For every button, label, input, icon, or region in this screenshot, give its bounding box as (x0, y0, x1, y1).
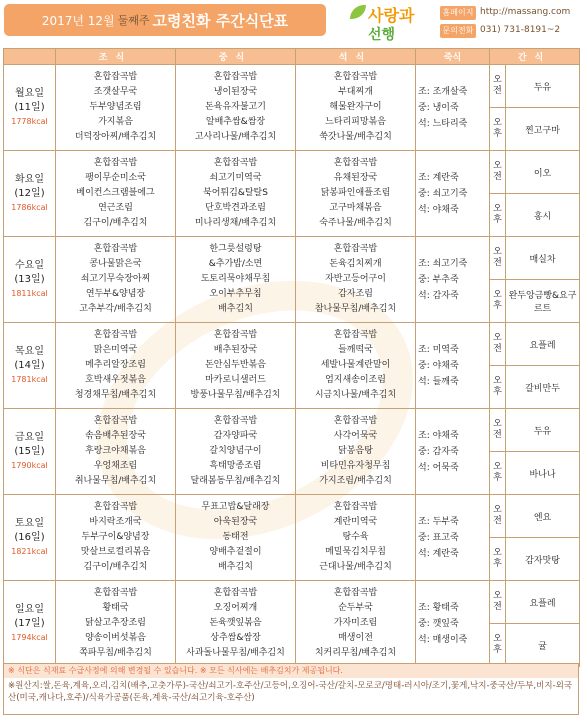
menu-item: 감자양파국 (213, 431, 258, 441)
pm-cell (490, 624, 506, 667)
day-name: 수요일 (15, 259, 44, 271)
menu-item: 닭살고추장조림 (85, 618, 146, 628)
menu-item: 혼합잡곡밥 (333, 330, 378, 340)
porridge-item: 조: 조개살죽 (418, 86, 468, 97)
menu-item: 갈치양념구이 (209, 446, 262, 456)
day-name: 금요일 (15, 431, 44, 443)
porridge-item: 조: 미역죽 (418, 344, 459, 355)
menu-item: 메추리알장조림 (85, 360, 146, 370)
menu-item: 한그릇설렁탕 (209, 244, 262, 254)
am-cell (490, 409, 506, 452)
menu-item: 도토리묵야채무침 (200, 274, 271, 284)
menu-item: 호박새우젓볶음 (85, 375, 146, 385)
lunch-cell (176, 237, 296, 323)
menu-item: 맛살브로컬리볶음 (80, 547, 151, 557)
menu-item: 엄지새송이조림 (325, 375, 386, 385)
menu-item: 계란미역국 (333, 517, 378, 527)
day-row (4, 151, 580, 194)
menu-item: 흑태망종조림 (209, 461, 262, 471)
menu-item: 들깨떡국 (338, 345, 373, 355)
am-label: 오전 (493, 75, 502, 96)
day-date: (14일) (14, 359, 45, 371)
porridge-item: 중: 냉이죽 (418, 102, 459, 113)
pm-label: 오후 (493, 462, 502, 483)
menu-item: 혼합잡곡밥 (93, 588, 138, 598)
porridge-item: 조: 쇠고기죽 (418, 258, 468, 269)
porridge-item: 중: 부추죽 (418, 274, 459, 285)
logo (350, 3, 418, 43)
am-label: 오전 (493, 247, 502, 268)
menu-item: 쑥갓나물/배추김치 (319, 132, 392, 142)
day-name: 목요일 (15, 345, 44, 357)
porridge-item: 조: 계란죽 (418, 172, 459, 183)
pm-label: 오후 (493, 634, 502, 655)
menu-item: 양송이버섯볶음 (85, 633, 146, 643)
porridge-item: 석: 들깨죽 (418, 376, 459, 387)
snack-pm: 홍시 (506, 194, 580, 237)
breakfast-cell (56, 65, 176, 151)
dinner-cell (296, 581, 416, 667)
dinner-cell (296, 237, 416, 323)
menu-item: 세발나물계란말이 (320, 360, 391, 370)
menu-item: 쪽파무침/배추김치 (79, 648, 152, 658)
leaf-icon (350, 5, 366, 19)
menu-item: 냉이된장국 (213, 87, 258, 97)
porridge-item: 석: 어묵죽 (418, 462, 459, 473)
pm-cell (490, 366, 506, 409)
menu-item: 가자미조림 (333, 618, 378, 628)
am-label: 오전 (493, 161, 502, 182)
homepage-label: 홈페이지 (440, 6, 476, 20)
menu-item: 조갯살무국 (93, 87, 138, 97)
snack-pm: 감자맛탕 (506, 538, 580, 581)
menu-item: 가지볶음 (98, 117, 133, 127)
porridge-cell (416, 323, 490, 409)
menu-item: 메밀묵김치무침 (325, 547, 386, 557)
menu-item: 북어튀김&탈탈S (203, 188, 268, 198)
title-main: 고령친화 주간식단표 (152, 11, 289, 30)
day-row (4, 323, 580, 366)
lunch-cell (176, 581, 296, 667)
menu-item: 단호박견과조림 (205, 203, 266, 213)
menu-item: 달래봄동무침/배추김치 (190, 476, 281, 486)
day-row (4, 65, 580, 108)
footer (3, 663, 579, 715)
menu-item: 혼합잡곡밥 (333, 502, 378, 512)
day-name: 월요일 (15, 87, 44, 99)
menu-item: 상추쌈&쌈장 (210, 633, 261, 643)
menu-item: 혼합잡곡밥 (213, 588, 258, 598)
day-cell (4, 581, 56, 667)
col-breakfast: 조식 (56, 49, 176, 65)
day-row (4, 495, 580, 538)
snack-am: 이오 (506, 151, 580, 194)
menu-item: 치커리무침/배추김치 (314, 648, 397, 658)
menu-item: 혼합잡곡밥 (213, 330, 258, 340)
day-cell (4, 65, 56, 151)
porridge-item: 조: 야채죽 (418, 430, 459, 441)
menu-item: 쇠고기무숙장아찌 (80, 274, 151, 284)
menu-item: 콩나물맑은국 (89, 259, 142, 269)
pm-cell (490, 538, 506, 581)
menu-item: 혼합잡곡밥 (213, 72, 258, 82)
am-label: 오전 (493, 419, 502, 440)
menu-item: 사과돌나물무침/배추김치 (186, 648, 285, 658)
menu-item: 맑은미역국 (93, 345, 138, 355)
porridge-item: 중: 야채죽 (418, 360, 459, 371)
am-label: 오전 (493, 505, 502, 526)
menu-item: 참나물무침/배추김치 (314, 304, 397, 314)
day-cell (4, 409, 56, 495)
breakfast-cell (56, 409, 176, 495)
menu-item: 알배추쌈&쌈장 (205, 117, 266, 127)
porridge-item: 석: 감자죽 (418, 290, 459, 301)
day-row (4, 237, 580, 280)
breakfast-cell (56, 323, 176, 409)
menu-item: 방풍나물무침/배추김치 (190, 390, 281, 400)
breakfast-cell (56, 151, 176, 237)
day-kcal: 1790kcal (11, 460, 48, 470)
snack-am: 요플레 (506, 323, 580, 366)
day-name: 일요일 (15, 603, 44, 615)
pm-label: 오후 (493, 290, 502, 311)
menu-item: 혼합잡곡밥 (93, 502, 138, 512)
menu-item: 솎음배추된장국 (85, 431, 146, 441)
menu-item: 김구이/배추김치 (83, 218, 148, 228)
day-name: 토요일 (15, 517, 44, 529)
menu-item: 시금치나물/배추김치 (314, 390, 397, 400)
snack-am: 엔요 (506, 495, 580, 538)
snack-pm: 완두앙금빵&요구르트 (506, 280, 580, 323)
menu-item: 혼합잡곡밥 (93, 244, 138, 254)
menu-item: 가지조림/배추김치 (319, 476, 392, 486)
logo-line2: 선행 (368, 27, 396, 43)
day-name: 화요일 (15, 173, 44, 185)
lunch-cell (176, 409, 296, 495)
day-cell (4, 237, 56, 323)
day-kcal: 1811kcal (11, 288, 48, 298)
col-porridge: 죽식 (416, 49, 490, 65)
menu-item: 감자조림 (338, 289, 373, 299)
snack-am: 두유 (506, 409, 580, 452)
pm-label: 오후 (493, 204, 502, 225)
menu-item: 유채된장국 (333, 173, 378, 183)
dinner-cell (296, 151, 416, 237)
breakfast-cell (56, 237, 176, 323)
menu-item: 혼합잡곡밥 (213, 158, 258, 168)
porridge-item: 중: 감자죽 (418, 446, 459, 457)
menu-item: 고구마채볶음 (329, 203, 382, 213)
title-week: 둘째주 (117, 14, 150, 27)
pm-cell (490, 108, 506, 151)
dinner-cell (296, 65, 416, 151)
menu-item: 돈육유자불고기 (205, 102, 266, 112)
menu-item: 쇠고기미역국 (209, 173, 262, 183)
snack-pm: 귤 (506, 624, 580, 667)
menu-item: 혼합잡곡밥 (333, 588, 378, 598)
dinner-cell (296, 495, 416, 581)
menu-item: 혼합잡곡밥 (333, 244, 378, 254)
am-label: 오전 (493, 333, 502, 354)
menu-item: 돈육김치찌개 (329, 259, 382, 269)
day-kcal: 1786kcal (11, 202, 48, 212)
menu-item: 더덕장아찌/배추김치 (74, 132, 157, 142)
am-cell (490, 65, 506, 108)
menu-item: 김구이/배추김치 (83, 562, 148, 572)
menu-item: 두부양념조림 (89, 102, 142, 112)
menu-item: 돈육깻잎볶음 (209, 618, 262, 628)
day-kcal: 1778kcal (11, 116, 48, 126)
porridge-item: 조: 황태죽 (418, 602, 459, 613)
menu-item: 아욱된장국 (213, 517, 258, 527)
col-dinner: 석식 (296, 49, 416, 65)
menu-item: 느타리피망볶음 (325, 117, 386, 127)
menu-item: 돈안심두반볶음 (205, 360, 266, 370)
snack-pm: 바나나 (506, 452, 580, 495)
menu-item: 숙주나물/배추김치 (319, 218, 392, 228)
menu-item: 혼합잡곡밥 (213, 416, 258, 426)
day-date: (12일) (14, 187, 45, 199)
porridge-cell (416, 495, 490, 581)
porridge-item: 중: 쇠고기죽 (418, 188, 468, 199)
porridge-cell (416, 409, 490, 495)
logo-line1: 사랑과 (368, 6, 415, 25)
day-date: (17일) (14, 617, 45, 629)
menu-item: 오징어찌개 (213, 603, 258, 613)
pm-cell (490, 280, 506, 323)
menu-item: 미나리생채/배추김치 (194, 218, 277, 228)
porridge-item: 석: 매생이죽 (418, 634, 468, 645)
contact-phone: 031) 731-8191~2 (480, 25, 561, 35)
day-date: (11일) (14, 101, 45, 113)
porridge-item: 석: 야채죽 (418, 204, 459, 215)
menu-item: 바지락조개국 (89, 517, 142, 527)
menu-item: 두부구이&양념장 (81, 532, 150, 542)
header (0, 0, 582, 44)
menu-item: 순두부국 (338, 603, 373, 613)
day-date: (15일) (14, 445, 45, 457)
menu-item: 마카로니샐러드 (205, 375, 266, 385)
menu-item: 오이부추무침 (209, 289, 262, 299)
menu-item: 배추김치 (218, 304, 253, 314)
pm-cell (490, 194, 506, 237)
pm-cell (490, 452, 506, 495)
menu-item: 부대찌개 (338, 87, 373, 97)
menu-item: 사각어묵국 (333, 431, 378, 441)
pm-label: 오후 (493, 548, 502, 569)
snack-pm: 찐고구마 (506, 108, 580, 151)
menu-item: 배추된장국 (213, 345, 258, 355)
menu-item: 고추부각/배추김치 (79, 304, 152, 314)
menu-item: 무표고밥&달래장 (201, 502, 270, 512)
menu-item: 팽이무순미소국 (85, 173, 146, 183)
porridge-cell (416, 65, 490, 151)
footer-note: ※ 식단은 식재료 수급사정에 의해 변경될 수 있습니다. ※ 모든 식사에는 배추김치가 제공됩니다. (4, 664, 578, 678)
day-kcal: 1794kcal (11, 632, 48, 642)
am-cell (490, 237, 506, 280)
menu-item: 후랑크야채볶음 (85, 446, 146, 456)
snack-pm: 갈비만두 (506, 366, 580, 409)
pm-label: 오후 (493, 376, 502, 397)
title-banner (4, 4, 326, 36)
menu-item: 비타민유자청무침 (320, 461, 391, 471)
day-cell (4, 151, 56, 237)
day-kcal: 1821kcal (11, 546, 48, 556)
menu-item: 해물완자구이 (329, 102, 382, 112)
day-date: (13일) (14, 273, 45, 285)
day-kcal: 1781kcal (11, 374, 48, 384)
menu-item: 혼합잡곡밥 (93, 416, 138, 426)
menu-item: 베이컨스크램블에그 (76, 188, 155, 198)
col-snack: 간식 (490, 49, 580, 65)
menu-item: 혼합잡곡밥 (93, 72, 138, 82)
menu-item: 우엉채조림 (93, 461, 138, 471)
menu-item: 닭봉파인애플조림 (320, 188, 391, 198)
menu-item: 배추김치 (218, 562, 253, 572)
menu-item: 연두부&양념장 (85, 289, 146, 299)
col-lunch: 중식 (176, 49, 296, 65)
menu-item: 청경채무침/배추김치 (74, 390, 157, 400)
menu-item: 자반고등어구이 (325, 274, 386, 284)
menu-item: 황태국 (102, 603, 129, 613)
am-cell (490, 323, 506, 366)
menu-item: 탕수육 (342, 532, 369, 542)
lunch-cell (176, 323, 296, 409)
porridge-item: 석: 느타리죽 (418, 118, 468, 129)
day-row (4, 409, 580, 452)
am-label: 오전 (493, 591, 502, 612)
header-row (4, 49, 580, 65)
porridge-item: 중: 깻잎죽 (418, 618, 459, 629)
porridge-cell (416, 237, 490, 323)
day-row (4, 581, 580, 624)
day-cell (4, 495, 56, 581)
menu-item: 혼합잡곡밥 (333, 416, 378, 426)
am-cell (490, 151, 506, 194)
porridge-cell (416, 581, 490, 667)
homepage-link[interactable]: http://massang.com (480, 7, 571, 17)
menu-item: 취나물무침/배추김치 (74, 476, 157, 486)
dinner-cell (296, 323, 416, 409)
dinner-cell (296, 409, 416, 495)
day-cell (4, 323, 56, 409)
am-cell (490, 495, 506, 538)
menu-item: 매생이전 (338, 633, 373, 643)
snack-am: 요플레 (506, 581, 580, 624)
contact-label: 문의전화 (440, 24, 476, 38)
lunch-cell (176, 151, 296, 237)
menu-item: 혼합잡곡밥 (93, 330, 138, 340)
snack-am: 두유 (506, 65, 580, 108)
menu-item: 고사리나물/배추김치 (194, 132, 277, 142)
lunch-cell (176, 65, 296, 151)
porridge-item: 조: 두부죽 (418, 516, 459, 527)
title-year: 2017년 12월 (41, 13, 115, 28)
menu-item: 근대나물/배추김치 (319, 562, 392, 572)
snack-am: 매실차 (506, 237, 580, 280)
porridge-item: 중: 표고죽 (418, 532, 459, 543)
corner-cell (4, 49, 56, 65)
pm-label: 오후 (493, 118, 502, 139)
menu-item: &추가밥/소면 (208, 259, 263, 269)
menu-item: 닭봉음탕 (338, 446, 373, 456)
porridge-cell (416, 151, 490, 237)
am-cell (490, 581, 506, 624)
porridge-item: 석: 계란죽 (418, 548, 459, 559)
menu-item: 양배추겉절이 (209, 547, 262, 557)
menu-item: 연근조림 (98, 203, 133, 213)
day-date: (16일) (14, 531, 45, 543)
breakfast-cell (56, 581, 176, 667)
lunch-cell (176, 495, 296, 581)
menu-item: 혼합잡곡밥 (333, 158, 378, 168)
menu-item: 혼합잡곡밥 (333, 72, 378, 82)
menu-item: 동태전 (222, 532, 249, 542)
origin-info: ※원산지:쌀,돈육,계육,오리,김치(배추,고춧가루)-국산/쇠고기-호주산/고등어,오징어-국산/갈치-모로코/명태-러시아/조기,꽃게,낙지-중국산/두부,비지-외국산(미국,캐나다,호주)/식육가공품(돈육,계육-국산/쇠고기육-호주산) (8, 681, 573, 703)
breakfast-cell (56, 495, 176, 581)
menu-item: 혼합잡곡밥 (93, 158, 138, 168)
menu-table (3, 48, 580, 667)
